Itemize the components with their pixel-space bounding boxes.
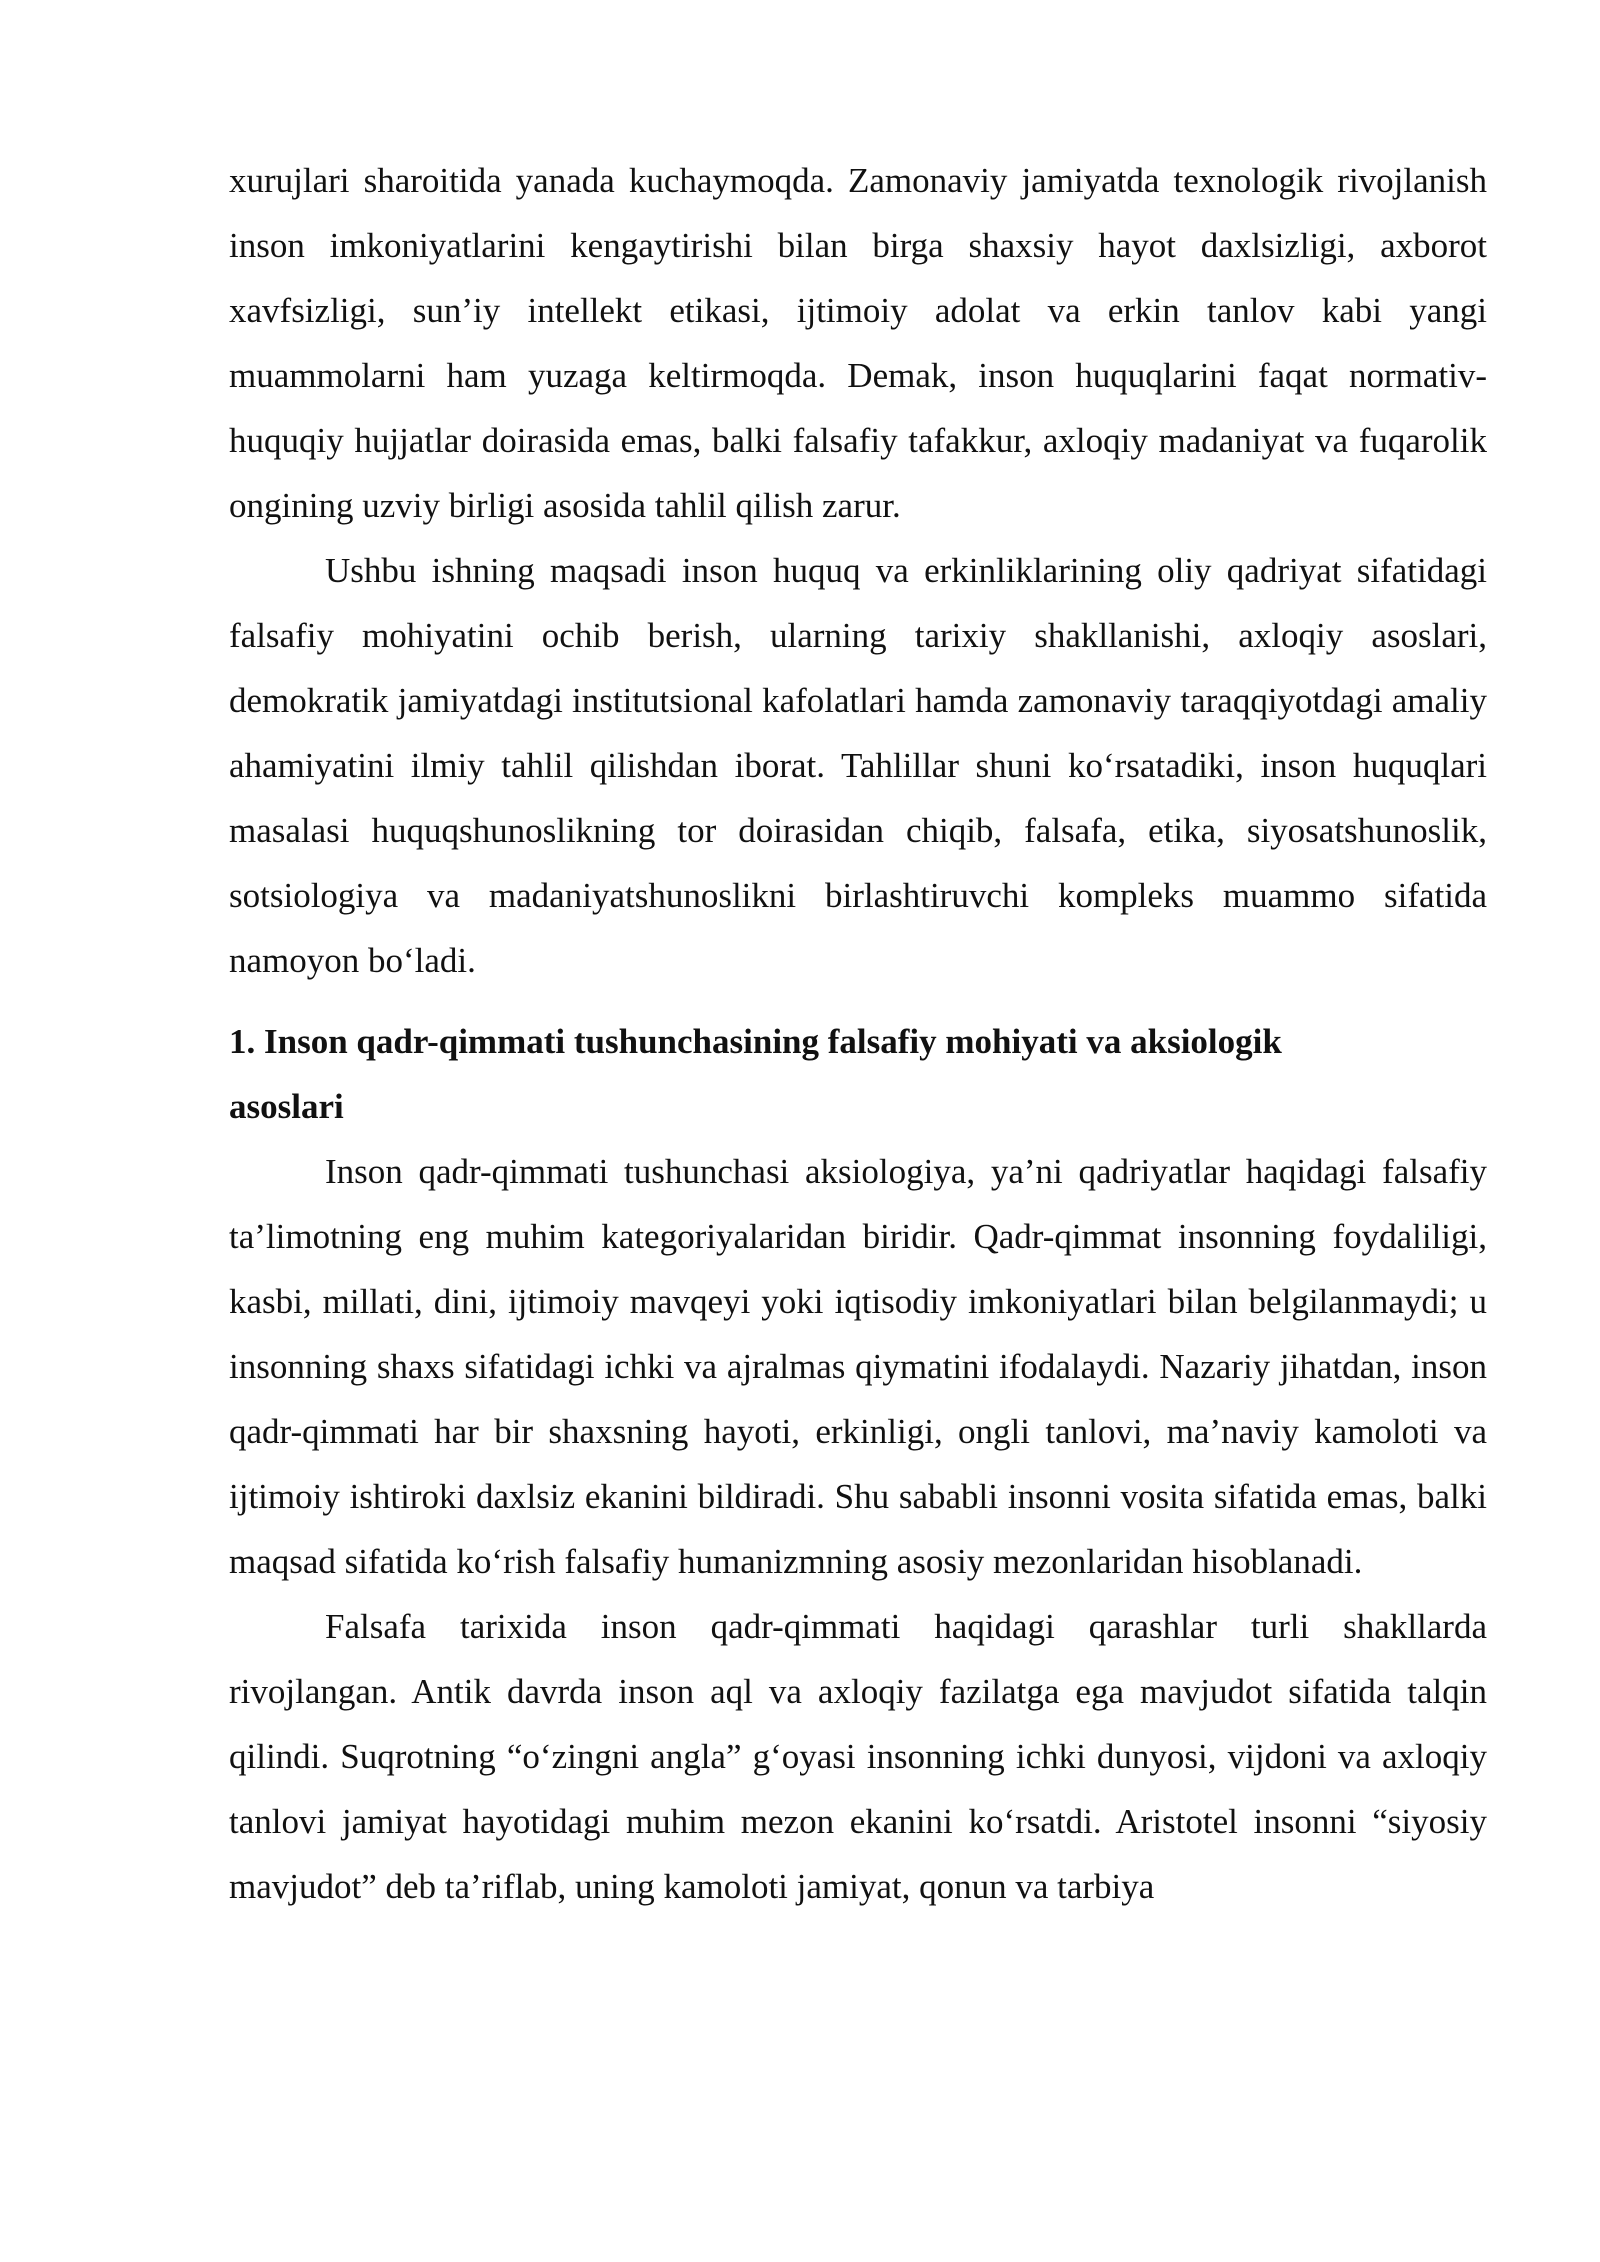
document-page (229, 148, 1487, 1919)
paragraph-continuation: xurujlari sharoitida yanada kuchaymoqda. Zamonaviy jamiyatda texnologik rivojlanish inson imkoniyatlarini kengaytirishi bilan birga shaxsiy hayot daxlsizligi, axborot xavfsizligi, sun’iy intellekt etikasi, ijtimoiy adolat va erkin tanlov kabi yangi muammolarni ham yuzaga keltirmoqda. Demak, inson huquqlarini faqat normativ-huquqiy hujjatlar doirasida emas, balki falsafiy tafakkur, axloqiy madaniyat va fuqarolik ongining uzviy birligi asosida tahlil qilish zarur. (229, 161, 1487, 525)
paragraph-purpose: Ushbu ishning maqsadi inson huquq va erkinliklarining oliy qadriyat sifatidagi falsafiy mohiyatini ochib berish, ularning tarixiy shakllanishi, axloqiy asoslari, demokratik jamiyatdagi institutsional kafolatlari hamda zamonaviy taraqqiyotdagi amaliy ahamiyatini ilmiy tahlil qilishdan iborat. Tahlillar shuni ko‘rsatadiki, inson huquqlari masalasi huquqshunoslikning tor doirasidan chiqib, falsafa, etika, siyosatshunoslik, sotsiologiya va madaniyatshunoslikni birlashtiruvchi kompleks muammo sifatida namoyon bo‘ladi. (229, 551, 1487, 980)
paragraph-dignity-concept: Inson qadr-qimmati tushunchasi aksiologiya, ya’ni qadriyatlar haqidagi falsafiy ta’limotning eng muhim kategoriyalaridan biridir. Qadr-qimmat insonning foydaliligi, kasbi, millati, dini, ijtimoiy mavqeyi yoki iqtisodiy imkoniyatlari bilan belgilanmaydi; u insonning shaxs sifatidagi ichki va ajralmas qiymatini ifodalaydi. Nazariy jihatdan, inson qadr-qimmati har bir shaxsning hayoti, erkinligi, ongli tanlovi, ma’naviy kamoloti va ijtimoiy ishtiroki daxlsiz ekanini bildiradi. Shu sababli insonni vosita sifatida emas, balki maqsad sifatida ko‘rish falsafiy humanizmning asosiy mezonlaridan hisoblanadi. (229, 1152, 1487, 1581)
section-heading: 1. Inson qadr-qimmati tushunchasining falsafiy mohiyati va aksiologik asoslari (229, 1022, 1282, 1126)
paragraph-philosophy-history: Falsafa tarixida inson qadr-qimmati haqidagi qarashlar turli shakllarda rivojlangan. Antik davrda inson aql va axloqiy fazilatga ega mavjudot sifatida talqin qilindi. Suqrotning “o‘zingni angla” g‘oyasi insonning ichki dunyosi, vijdoni va axloqiy tanlovi jamiyat hayotidagi muhim mezon ekanini ko‘rsatdi. Aristotel insonni “siyosiy mavjudot” deb ta’riflab, uning kamoloti jamiyat, qonun va tarbiya (229, 1607, 1487, 1906)
